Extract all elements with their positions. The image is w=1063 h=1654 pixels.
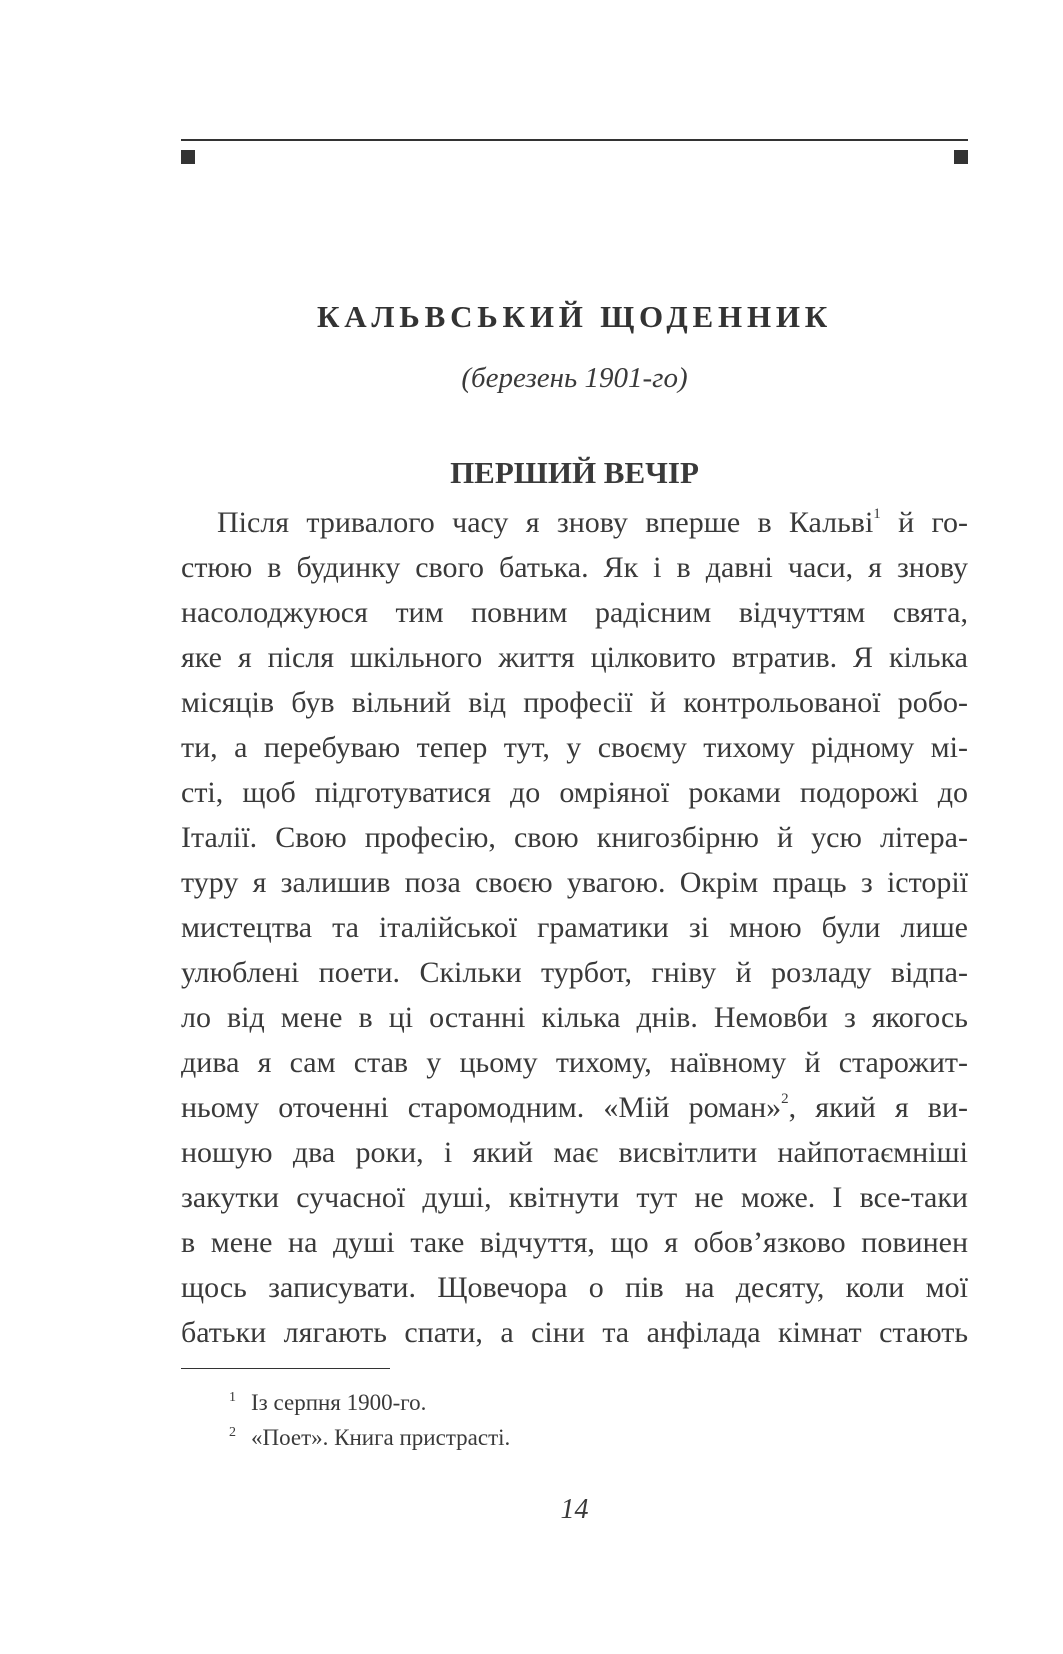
body-line: яке я після шкільного життя цілковито втратив. Я кілька [181, 641, 968, 674]
body-line: туру я залишив поза своєю увагою. Окрім праць з історії [181, 866, 968, 899]
body-line-text: Після тривалого часу я знову вперше в Кальві [217, 506, 874, 539]
header-square-right [954, 150, 968, 164]
body-line: ло від мене в ці останні кілька днів. Немовби з якогось [181, 1001, 968, 1034]
body-line-text: , який я ви- [788, 1091, 968, 1124]
body-line: дива я сам став у цьому тихому, наївному й старожит- [181, 1046, 968, 1079]
body-line: батьки лягають спати, а сіни та анфілада кімнат стають [181, 1316, 968, 1349]
footnote-1: 1 Із серпня 1900-го. [229, 1390, 427, 1415]
section-title: ПЕРШИЙ ВЕЧІР [450, 455, 699, 490]
body-line: Італії. Свою професію, свою книгозбірню й усю літера- [181, 821, 968, 854]
body-line-text: й го- [880, 506, 968, 539]
body-line: щось записувати. Щовечора о пів на десяту, коли мої [181, 1271, 968, 1304]
footnote-2: 2 «Поет». Книга пристрасті. [229, 1425, 511, 1450]
footnotes [181, 1385, 968, 1455]
body-line-text: ньому оточенні старомодним. «Мій роман» [181, 1091, 782, 1124]
body-line: ношую два роки, і який має висвітлити найпотаємніші [181, 1136, 968, 1169]
header-square-left [181, 150, 195, 164]
body-line: ти, а перебуваю тепер тут, у своєму тихому рідному мі- [181, 731, 968, 764]
footnote-rule [181, 1368, 390, 1369]
body-text [181, 500, 968, 1355]
footnote-text: «Поет». Книга пристрасті. [251, 1425, 511, 1450]
header-rule [181, 139, 968, 141]
body-line: сті, щоб підготуватися до омріяної роками подорожі до [181, 776, 968, 809]
footnote-ref-2[interactable]: 2 [781, 1091, 789, 1107]
body-line [181, 500, 968, 545]
page-number: 14 [560, 1494, 589, 1525]
body-line: стюю в будинку свого батька. Як і в давні часи, я знову [181, 551, 968, 584]
footnote-ref-1[interactable]: 1 [873, 506, 881, 522]
body-line: в мене на душі таке відчуття, що я обов’язково повинен [181, 1226, 968, 1259]
chapter-subtitle: (березень 1901-го) [461, 362, 688, 394]
body-line: місяців був вільний від професії й контрольованої робо- [181, 686, 968, 719]
body-line: улюблені поети. Скільки турбот, гніву й розладу відпа- [181, 956, 968, 989]
body-line: мистецтва та італійської граматики зі мною були лише [181, 911, 968, 944]
body-line [181, 1085, 968, 1130]
footnote-text: Із серпня 1900-го. [251, 1390, 427, 1415]
body-line: закутки сучасної душі, квітнути тут не може. І все-таки [181, 1181, 968, 1214]
chapter-title: КАЛЬВСЬКИЙ ЩОДЕННИК [316, 299, 833, 334]
body-line: насолоджуюся тим повним радісним відчуттям свята, [181, 596, 968, 629]
